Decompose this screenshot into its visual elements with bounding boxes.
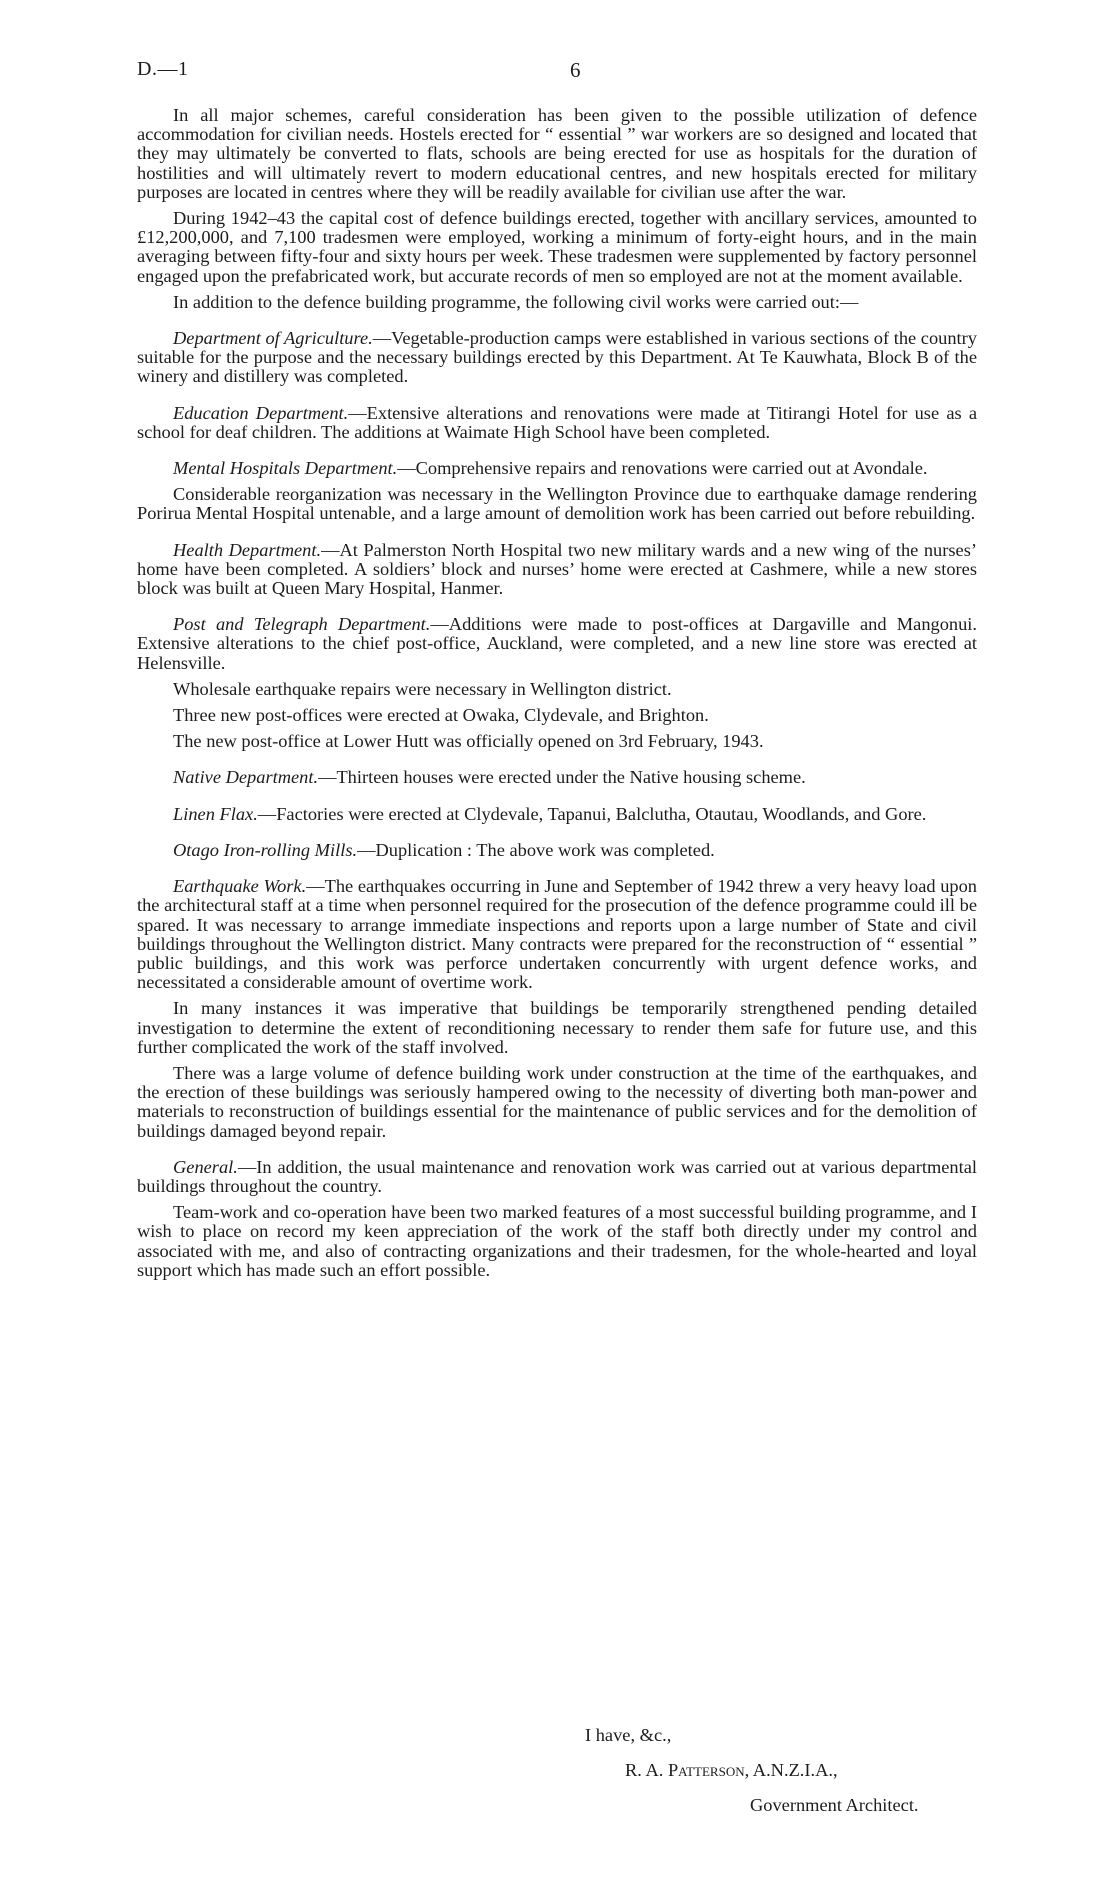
paragraph (137, 1064, 977, 1141)
paragraph (137, 459, 977, 478)
paragraph-text: Three new post-offices were erected at Owaka, Clydevale, and Brighton. (173, 705, 709, 726)
paragraph-text: Team-work and co-operation have been two marked features of a most successful building programme, and I wish to place on record my keen appreciation of the work of the staff both directly under my control and associated with me, and also of contracting organizations and their tradesmen, for the whole-hearted and loyal support which has made such an effort possible. (137, 1202, 977, 1280)
paragraph-text: —In addition, the usual maintenance and renovation work was carried out at various departmental buildings throughout the country. (137, 1156, 977, 1196)
paragraph-heading: Native Department. (173, 767, 319, 788)
paragraph-heading: Health Department. (173, 539, 322, 560)
paragraph (137, 1158, 977, 1196)
signatory-surname: Patterson (667, 1760, 745, 1780)
paragraph (137, 999, 977, 1057)
paragraph (137, 706, 977, 725)
paragraph (137, 404, 977, 442)
paragraph (137, 732, 977, 751)
document-reference: D.—1 (137, 58, 189, 80)
paragraph-text: In many instances it was imperative that buildings be temporarily strengthened pending detailed investigation to determine the extent of reconditioning necessary to render them safe for future use, and this further complicated the work of the staff involved. (137, 998, 977, 1057)
paragraph-heading: Department of Agriculture. (173, 328, 373, 349)
signatory-name (625, 1760, 838, 1781)
paragraph-text: During 1942–43 the capital cost of defence buildings erected, together with ancillary services, amounted to £12,200,000, and 7,100 tradesmen were employed, working a minimum of forty-eight hours, and in the main averaging between fifty-four and sixty hours per week. These tradesmen were supplemented by factory personnel engaged upon the prefabricated work, but accurate records of men so employed are not at the moment available. (137, 208, 977, 286)
paragraph-text: —Factories were erected at Clydevale, Tapanui, Balclutha, Otautau, Woodlands, and Gore. (257, 803, 927, 824)
paragraph (137, 293, 977, 312)
paragraph-text: —Comprehensive repairs and renovations were carried out at Avondale. (397, 458, 928, 479)
paragraph-text: Considerable reorganization was necessary in the Wellington Province due to earthquake damage rendering Porirua Mental Hospital untenable, and a large amount of demolition work has been carried out before rebuilding. (137, 484, 977, 524)
paragraph (137, 106, 977, 202)
paragraph-text: There was a large volume of defence building work under construction at the time of the earthquakes, and the erection of these buildings was seriously hampered owing to the necessity of diverting both man-power and materials to reconstruction of buildings essential for the maintenance of public services and for the demolition of buildings damaged beyond repair. (137, 1062, 977, 1141)
paragraph-text: —Extensive alterations and renovations were made at Titirangi Hotel for use as a school for deaf children. The additions at Waimate High School have been completed. (137, 402, 977, 442)
paragraph-text: The new post-office at Lower Hutt was officially opened on 3rd February, 1943. (173, 731, 764, 752)
report-body (137, 106, 977, 1280)
paragraph (137, 485, 977, 523)
paragraph-heading: Education Department. (173, 402, 349, 423)
paragraph (137, 615, 977, 673)
paragraph-heading: General. (173, 1156, 238, 1177)
page-header (137, 58, 977, 88)
paragraph-heading: Post and Telegraph Department. (173, 614, 431, 635)
paragraph-text: —The earthquakes occurring in June and September of 1942 threw a very heavy load upon the architectural staff at a time when personnel required for the prosecution of the defence programme could ill be spared. It was necessary to arrange immediate inspections and reports upon a large number of State and civil buildings throughout the Wellington district. Many contracts were prepared for the reconstruction of “ essential ” public buildings, and this work was perforce undertaken concurrently with urgent defence works, and necessitated a considerable amount of overtime work. (137, 876, 977, 993)
signatory-initials: R. A. (625, 1760, 668, 1780)
page-number: 6 (570, 58, 581, 82)
paragraph (137, 768, 977, 787)
paragraph (137, 805, 977, 824)
signatory-title: Government Architect. (750, 1795, 919, 1815)
signatory-qualifications: , A.N.Z.I.A., (744, 1760, 838, 1780)
paragraph-text: —Vegetable-production camps were established in various sections of the country suitable for the purpose and the necessary buildings erected by this Department. At Te Kauwhata, Block B of the winery and distillery was completed. (137, 328, 977, 387)
paragraph (137, 841, 977, 860)
paragraph-heading: Mental Hospitals Department. (173, 458, 398, 479)
paragraph (137, 329, 977, 387)
paragraph-text: Wholesale earthquake repairs were necessary in Wellington district. (173, 678, 672, 699)
salutation: I have, &c., (585, 1725, 672, 1745)
paragraph-heading: Otago Iron-rolling Mills. (173, 839, 358, 860)
paragraph (137, 1203, 977, 1280)
paragraph (137, 680, 977, 699)
paragraph-text: —Thirteen houses were erected under the Native housing scheme. (318, 767, 806, 788)
paragraph (137, 209, 977, 286)
paragraph-text: In addition to the defence building programme, the following civil works were carried out:— (173, 291, 859, 312)
paragraph-text: —Additions were made to post-offices at Dargaville and Mangonui. Extensive alterations to the chief post-office, Auckland, were completed, and a new line store was erected at Helensville. (137, 614, 978, 673)
paragraph-text: In all major schemes, careful consideration has been given to the possible utilization of defence accommodation for civilian needs. Hostels erected for “ essential ” war workers are so designed and located that they may ultimately be converted to flats, schools are being erected for use as hospitals for the duration of hostilities and will ultimately revert to modern educational centres, and new hospitals erected for military purposes are located in centres where they will be readily available for civilian use after the war. (137, 105, 977, 202)
paragraph (137, 877, 977, 992)
paragraph-heading: Earthquake Work. (173, 876, 307, 897)
paragraph-text: —Duplication : The above work was completed. (357, 839, 715, 860)
paragraph-text: —At Palmerston North Hospital two new military wards and a new wing of the nurses’ home have been completed. A soldiers’ block and nurses’ home were erected at Cashmere, while a new stores block was built at Queen Mary Hospital, Hanmer. (137, 539, 977, 599)
paragraph-heading: Linen Flax. (173, 803, 258, 824)
paragraph (137, 541, 977, 599)
